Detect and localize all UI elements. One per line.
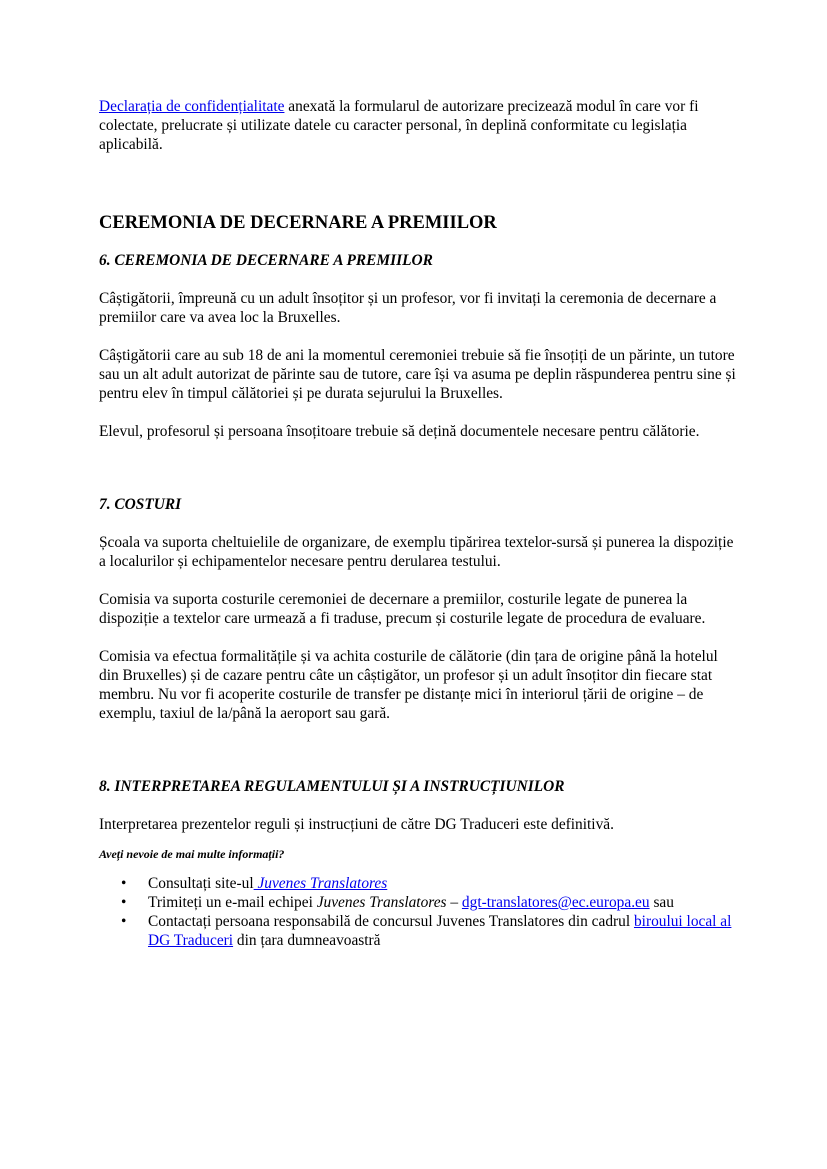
list-item-after: din țara dumneavoastră	[233, 932, 381, 949]
bullet-icon: •	[121, 894, 127, 911]
more-info-list	[99, 874, 739, 950]
local-office-link[interactable]: biroului local al DG Traduceri	[148, 913, 732, 949]
section-8-paragraph-1: Interpretarea prezentelor reguli și instrucțiuni de către DG Traduceri este definitivă.	[99, 816, 614, 833]
section-6-paragraph-3: Elevul, profesorul și persoana însoțitoare trebuie să dețină documentele necesare pentru călătorie.	[99, 423, 700, 440]
juvenes-translatores-link[interactable]: Juvenes Translatores	[253, 875, 388, 892]
list-item-dash: –	[446, 894, 462, 911]
list-item	[99, 893, 739, 912]
document-page	[99, 97, 739, 950]
privacy-statement-link[interactable]: Declarația de confidențialitate	[99, 98, 285, 115]
privacy-paragraph	[99, 97, 739, 154]
list-item-italic: Juvenes Translatores	[316, 894, 447, 911]
section-6-paragraph-1: Câștigătorii, împreună cu un adult însoțitor și un profesor, vor fi invitați la ceremonia de decernare a premiilor care va avea loc la Bruxelles.	[99, 290, 717, 326]
list-item-after: sau	[649, 894, 674, 911]
more-info-heading: Aveți nevoie de mai multe informații?	[99, 847, 285, 861]
list-item	[99, 912, 739, 950]
section-7-paragraph-1: Școala va suporta cheltuielile de organizare, de exemplu tipărirea textelor-sursă și punerea la dispoziție a localurilor și echipamentelor necesare pentru derularea testului.	[99, 534, 734, 570]
bullet-icon: •	[121, 913, 127, 930]
email-link[interactable]: dgt-translatores@ec.europa.eu	[461, 894, 650, 911]
section-7-paragraph-3: Comisia va efectua formalitățile și va achita costurile de călătorie (din țara de origine până la hotelul din Bruxelles) și de cazare pentru câte un câștigător, un profesor și un adult însoțitor din fiecare stat membru. Nu vor fi acoperite costurile de transfer pe distanțe mici în interiorul țării de origine – de exemplu, taxiul de la/până la aeroport sau gară.	[99, 648, 718, 722]
section-6-heading: 6. CEREMONIA DE DECERNARE A PREMIILOR	[99, 252, 433, 269]
section-7-paragraph-2: Comisia va suporta costurile ceremoniei de decernare a premiilor, costurile legate de punerea la dispoziție a textelor care urmează a fi traduse, precum și costurile legate de procedura de evaluare.	[99, 591, 706, 627]
list-item	[99, 874, 739, 893]
list-item-text: Trimiteți un e-mail echipei	[148, 894, 317, 911]
bullet-icon: •	[121, 875, 127, 892]
list-item-text: Contactați persoana responsabilă de concursul Juvenes Translatores din cadrul	[148, 913, 634, 930]
awards-ceremony-heading: CEREMONIA DE DECERNARE A PREMIILOR	[99, 213, 497, 233]
section-6-paragraph-2: Câștigătorii care au sub 18 de ani la momentul ceremoniei trebuie să fie însoțiți de un părinte, un tutore sau un alt adult autorizat de părinte sau de tutore, care își va asuma pe deplin răspunderea pentru sine și pentru elev în timpul călătoriei și pe durata sejurului la Bruxelles.	[99, 347, 736, 402]
section-7-heading: 7. COSTURI	[99, 496, 182, 513]
list-item-text: Consultați site-ul	[148, 875, 254, 892]
section-8-heading: 8. INTERPRETAREA REGULAMENTULUI ȘI A INSTRUCȚIUNILOR	[99, 778, 565, 795]
privacy-paragraph-text: anexată la formularul de autorizare precizează modul în care vor fi colectate, prelucrate și utilizate datele cu caracter personal, în deplină conformitate cu legislația aplicabilă.	[99, 98, 699, 153]
